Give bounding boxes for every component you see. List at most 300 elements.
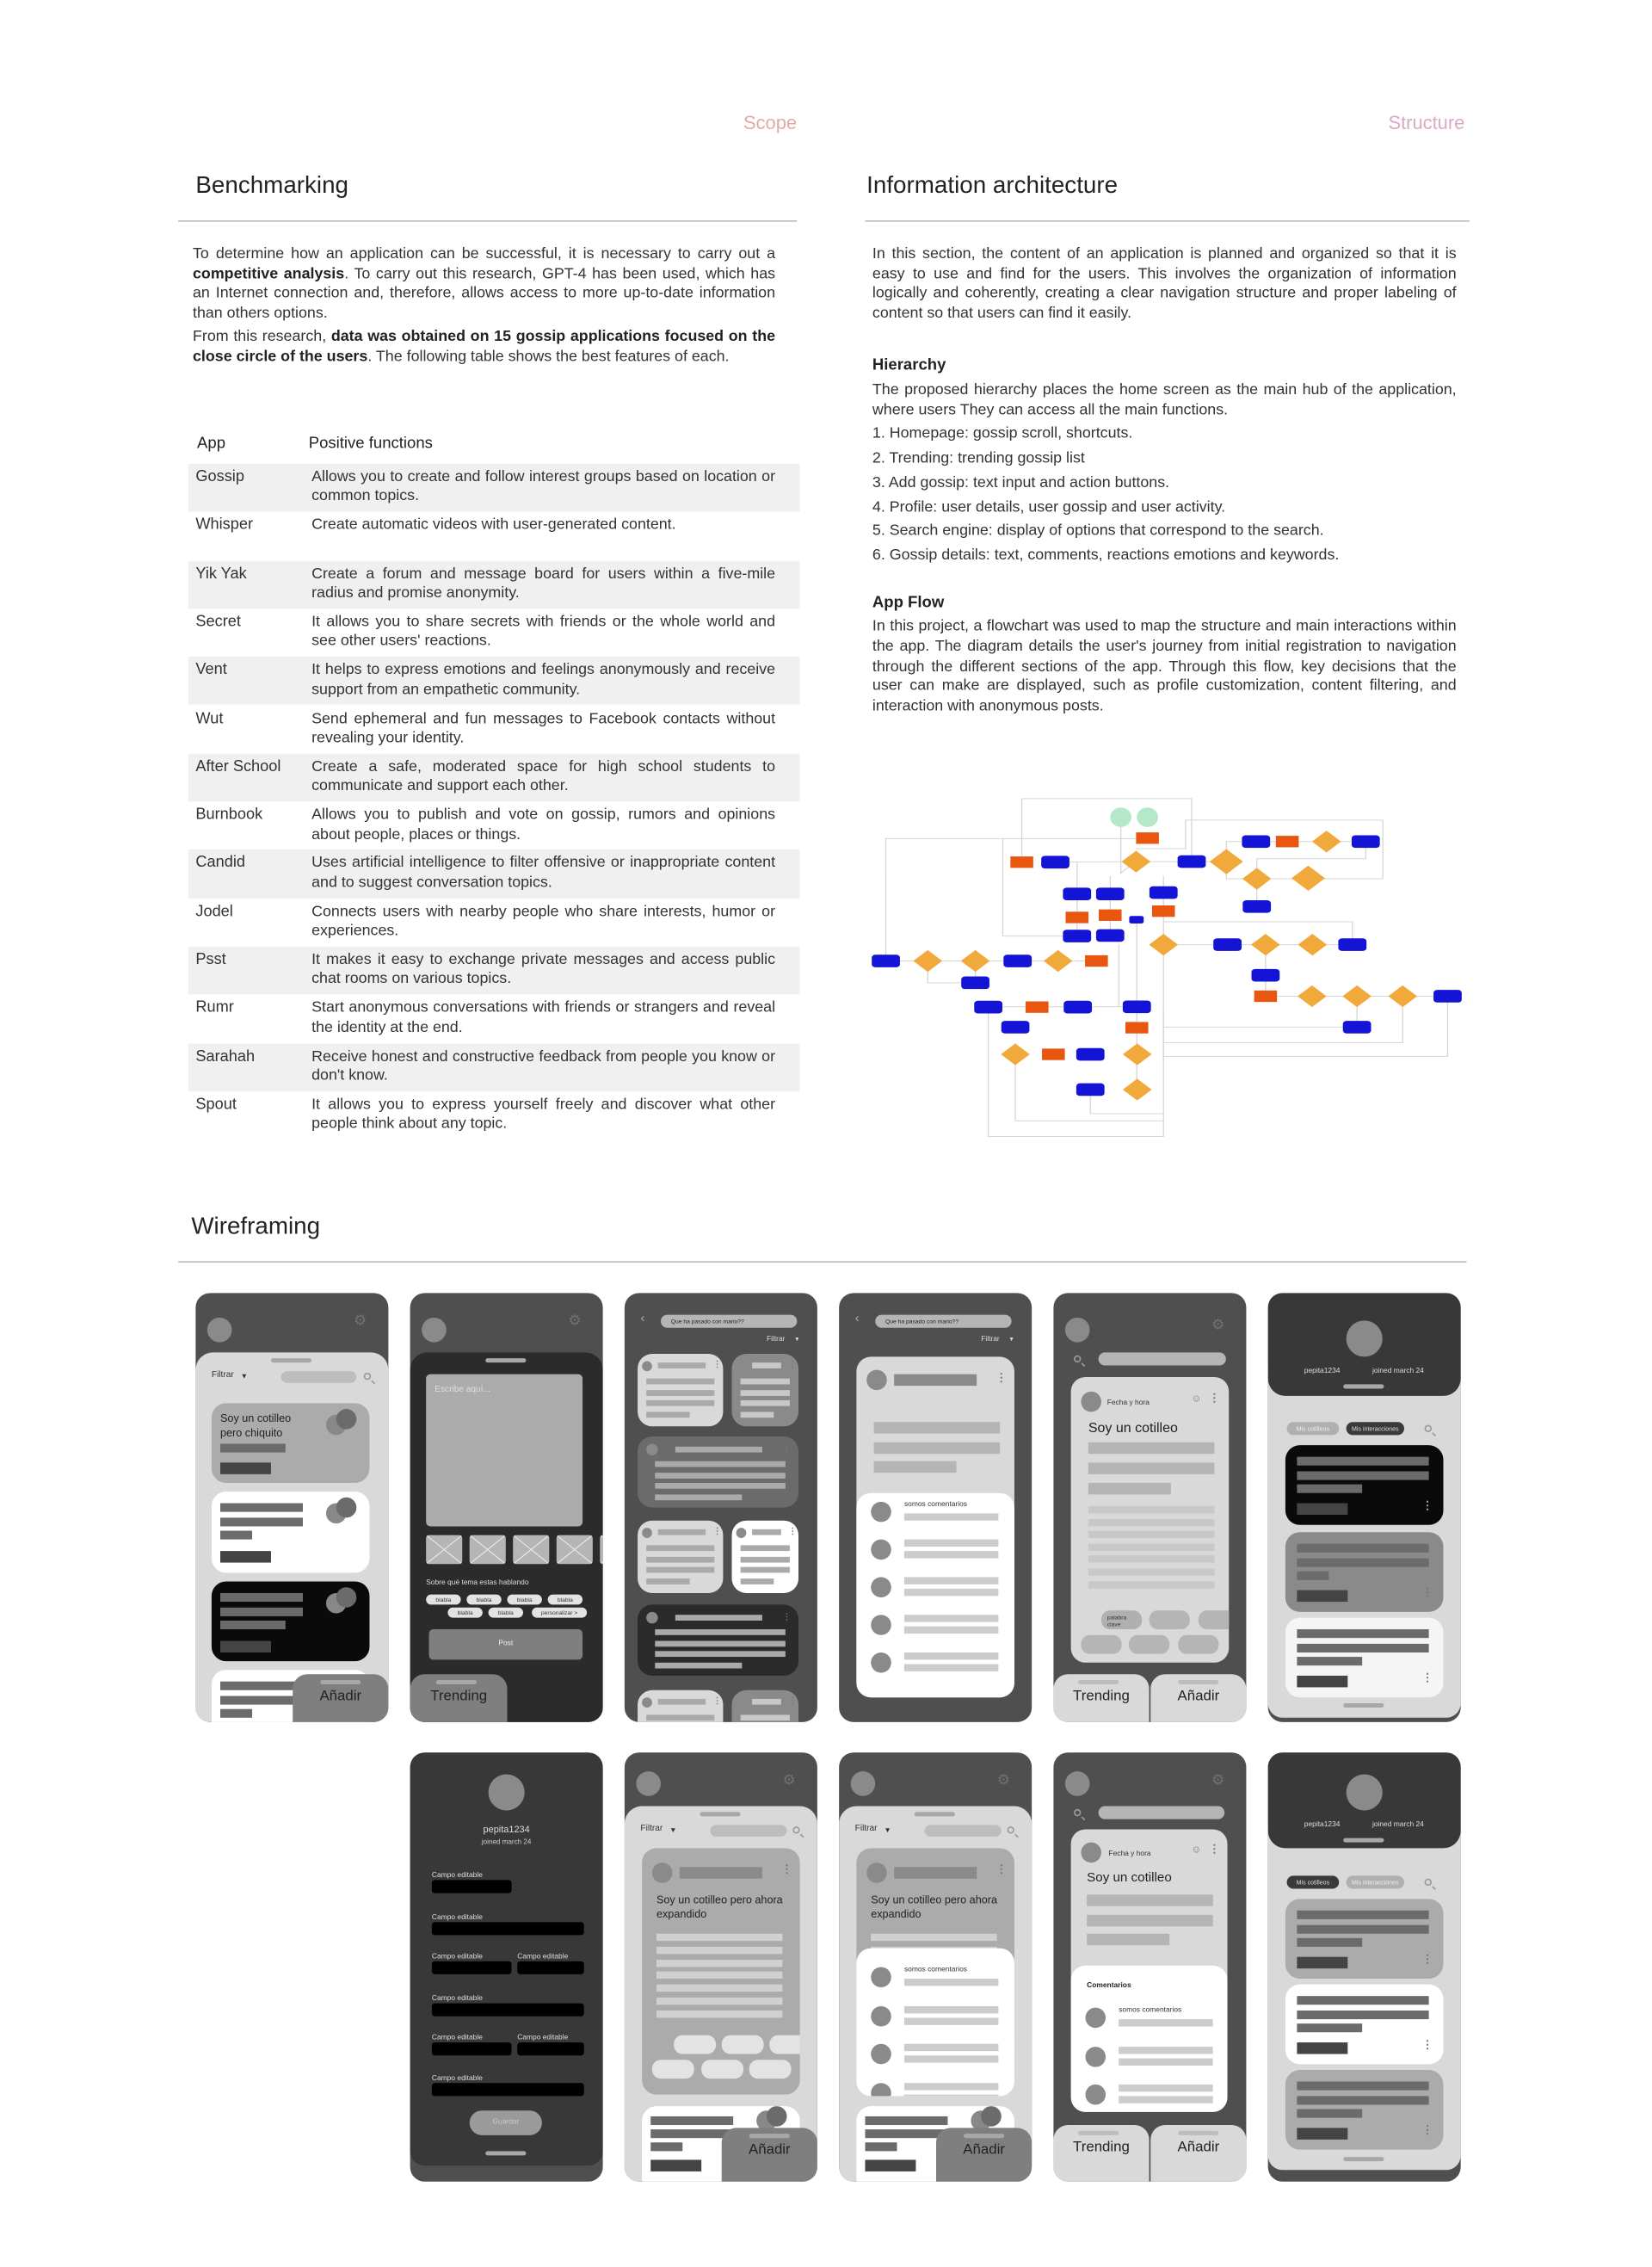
drag-handle[interactable] — [1343, 1838, 1384, 1842]
placeholder-bar — [650, 2142, 682, 2151]
keyword-chip[interactable] — [1199, 1610, 1229, 1629]
image-placeholder[interactable] — [426, 1535, 462, 1565]
flow-screen-node — [1096, 887, 1125, 900]
reaction-chip[interactable] — [722, 2035, 764, 2054]
result-card[interactable] — [732, 1521, 798, 1593]
placeholder-bar — [904, 1577, 998, 1584]
avatar — [871, 1652, 891, 1673]
wireframe-search-comments — [839, 1293, 1032, 1722]
caret-down-icon: ▼ — [669, 1826, 677, 1836]
result-card[interactable] — [638, 1690, 723, 1722]
caret-down-icon: ▼ — [1008, 1335, 1014, 1343]
app-name: Psst — [195, 950, 226, 969]
emoji-reaction-icon[interactable]: ☺ — [1191, 1394, 1202, 1405]
flow-connector — [1163, 996, 1402, 1042]
filter-dropdown[interactable]: Filtrar — [640, 1825, 663, 1834]
app-function: Start anonymous conversations with friends or strangers and reveal the identity at the end. — [311, 998, 776, 1036]
flow-screen-node — [1343, 1021, 1372, 1034]
search-input[interactable]: Que ha pasado con mario?? — [661, 1315, 797, 1328]
reaction-chip[interactable] — [674, 2035, 716, 2054]
table-row — [188, 464, 800, 512]
tab-my-interactions[interactable]: Mis interacciones — [1347, 1875, 1404, 1888]
search-input[interactable] — [1099, 1352, 1226, 1365]
profile-gossip-card[interactable] — [1285, 1899, 1444, 1979]
placeholder-bar — [1297, 2042, 1347, 2054]
flow-decision-node — [1342, 985, 1372, 1007]
search-icon[interactable] — [1425, 1879, 1432, 1886]
search-input[interactable] — [710, 1825, 786, 1836]
field-label: Campo editable — [431, 1871, 483, 1881]
joined-date: joined march 24 — [1372, 1820, 1424, 1830]
result-card[interactable] — [638, 1604, 798, 1676]
avatar — [642, 1528, 652, 1538]
flow-process-node — [1042, 1048, 1065, 1059]
field-label: Campo editable — [517, 1952, 569, 1961]
column-header-functions: Positive functions — [308, 435, 433, 453]
reaction-chip[interactable] — [701, 2060, 743, 2079]
drag-handle[interactable] — [1343, 2157, 1384, 2160]
back-chevron-icon[interactable]: ‹ — [854, 1310, 860, 1325]
trending-tab[interactable] — [1053, 1674, 1149, 1722]
gossip-textarea[interactable] — [426, 1374, 583, 1527]
flow-screen-node — [1063, 887, 1091, 900]
gear-icon: ⚙ — [1211, 1317, 1225, 1334]
placeholder-bar — [655, 1473, 786, 1479]
placeholder-bar — [741, 1411, 774, 1418]
add-tab[interactable] — [936, 2128, 1032, 2181]
flow-decision-node — [1210, 849, 1243, 874]
more-options-icon[interactable]: ⋮ — [782, 1445, 792, 1455]
placeholder-bar — [1119, 2085, 1212, 2091]
more-options-icon[interactable]: ⋮ — [1421, 1671, 1433, 1685]
placeholder-bar — [646, 1545, 714, 1551]
placeholder-bar — [1088, 1581, 1215, 1588]
gossip-card[interactable] — [212, 1492, 370, 1572]
profile-gossip-card[interactable] — [1285, 1985, 1444, 2065]
avatar — [646, 1612, 657, 1623]
reaction-chip[interactable] — [1129, 1635, 1169, 1654]
placeholder-bar — [874, 1461, 957, 1473]
result-card[interactable] — [638, 1436, 798, 1508]
add-tab[interactable] — [1150, 1674, 1246, 1722]
editable-field-input[interactable] — [517, 1961, 583, 1974]
add-tab-label: Añadir — [1177, 1689, 1220, 1705]
gear-icon: ⚙ — [568, 1313, 582, 1330]
more-options-icon[interactable]: ⋮ — [1421, 2123, 1433, 2137]
placeholder-bar — [650, 2116, 733, 2125]
wireframing-title: Wireframing — [191, 1213, 321, 1239]
username: pepita1234 — [483, 1825, 530, 1836]
filter-dropdown[interactable]: Filtrar — [981, 1335, 1000, 1344]
profile-gossip-card[interactable] — [1285, 1618, 1444, 1698]
more-options-icon[interactable]: ⋮ — [782, 1613, 792, 1622]
placeholder-bar — [865, 2142, 897, 2151]
search-input[interactable] — [925, 1825, 1002, 1836]
placeholder-bar — [220, 1531, 252, 1540]
reaction-chip[interactable] — [652, 2060, 694, 2079]
topic-chip[interactable]: blabla — [447, 1608, 482, 1618]
placeholder-bar — [1297, 1544, 1428, 1553]
flow-screen-node — [1242, 835, 1270, 848]
drag-handle[interactable] — [271, 1358, 311, 1362]
profile-gossip-card[interactable] — [1285, 1445, 1444, 1525]
editable-field-input[interactable] — [432, 1880, 512, 1893]
reaction-chip[interactable] — [749, 2060, 792, 2079]
result-card[interactable] — [732, 1354, 798, 1426]
topic-prompt: Sobre qué tema estas hablando — [426, 1578, 529, 1588]
avatar — [207, 1318, 232, 1343]
add-tab[interactable] — [722, 2128, 817, 2181]
more-options-icon[interactable]: ⋮ — [1208, 1391, 1221, 1405]
gossip-text: Soy un cotilleo pero chiquito — [219, 1411, 292, 1440]
field-label: Campo editable — [517, 2033, 569, 2043]
topic-chip[interactable]: blabla — [466, 1595, 501, 1605]
avatar — [1081, 1392, 1101, 1412]
app-flowchart — [870, 790, 1464, 1146]
flow-process-node — [1125, 1022, 1149, 1033]
tab-my-gossip[interactable]: Mis cotilleos — [1287, 1875, 1340, 1888]
table-row — [188, 705, 800, 753]
keyword-chip[interactable]: palabra clave — [1101, 1610, 1142, 1629]
app-function: It helps to express emotions and feelings anonymously and receive support from an empathetic community. — [311, 661, 776, 699]
profile-gossip-card[interactable] — [1285, 2070, 1444, 2150]
reaction-icon — [767, 2106, 787, 2127]
more-options-icon[interactable]: ⋮ — [788, 1361, 798, 1370]
flow-screen-node — [1076, 1048, 1105, 1061]
placeholder-bar — [874, 1442, 1001, 1454]
emoji-reaction-icon[interactable]: ☺ — [1191, 1844, 1202, 1856]
placeholder-bar — [1297, 1572, 1328, 1580]
flow-screen-node — [1352, 835, 1380, 848]
avatar — [1065, 1771, 1090, 1796]
placeholder-bar — [655, 1663, 742, 1669]
username: pepita1234 — [1304, 1820, 1341, 1830]
flow-decision-node — [1123, 1078, 1152, 1100]
placeholder-bar — [1297, 1457, 1428, 1466]
placeholder-bar — [1297, 2011, 1428, 2019]
filter-dropdown[interactable]: Filtrar — [211, 1371, 234, 1381]
placeholder-bar — [646, 1411, 689, 1418]
topic-chip[interactable]: blabla — [426, 1595, 460, 1605]
drag-handle[interactable] — [485, 2151, 526, 2154]
expanded-gossip-card[interactable] — [642, 1848, 800, 2094]
more-options-icon[interactable]: ⋮ — [1421, 2037, 1433, 2052]
placeholder-bar — [656, 2011, 783, 2017]
placeholder-bar — [658, 1699, 706, 1705]
placeholder-bar — [655, 1629, 786, 1635]
tab-my-gossip[interactable]: Mis cotilleos — [1287, 1422, 1340, 1435]
image-placeholder[interactable] — [557, 1535, 593, 1565]
filter-dropdown[interactable]: Filtrar — [766, 1335, 786, 1344]
editable-field-input[interactable] — [432, 2042, 512, 2055]
add-tab-label: Añadir — [748, 2142, 791, 2159]
more-options-icon[interactable]: ⋮ — [780, 1862, 793, 1876]
placeholder-bar — [741, 1545, 790, 1551]
more-options-icon[interactable]: ⋮ — [712, 1528, 722, 1537]
editable-field-input[interactable] — [432, 1961, 512, 1974]
placeholder-bar — [1088, 1518, 1215, 1525]
comments-heading: Comentarios — [1087, 1981, 1131, 1991]
avatar — [737, 1528, 747, 1538]
flow-screen-node — [1096, 930, 1125, 942]
ia-intro: In this section, the content of an application is planned and organized so that it is easy to use and find for the users. This involves the organization of information logically and coherently, creating a clear navigation structure and proper labeling of content so that users can find it easily. — [872, 244, 1457, 322]
avatar — [737, 1361, 747, 1371]
search-icon[interactable] — [1074, 1356, 1081, 1362]
topic-chip[interactable]: blabla — [489, 1608, 523, 1618]
gear-icon: ⚙ — [782, 1772, 796, 1789]
table-row — [188, 1091, 800, 1140]
editable-field-input[interactable] — [432, 1922, 584, 1935]
drag-handle[interactable] — [1343, 1703, 1384, 1707]
placeholder-bar — [655, 1651, 786, 1657]
textarea-placeholder: Escribe aquí... — [435, 1386, 490, 1395]
add-tab[interactable] — [293, 1674, 388, 1722]
placeholder-bar — [741, 1557, 790, 1563]
flow-connector — [1022, 799, 1192, 862]
placeholder-bar — [646, 1400, 714, 1406]
placeholder-bar — [1297, 1911, 1428, 1919]
search-icon[interactable] — [792, 1826, 799, 1833]
divider — [178, 220, 797, 222]
avatar[interactable] — [489, 1774, 525, 1810]
table-row — [188, 899, 800, 947]
placeholder-bar — [1297, 1996, 1428, 2004]
placeholder-bar — [1297, 1485, 1362, 1493]
gossip-card[interactable] — [212, 1403, 370, 1483]
profile-gossip-card[interactable] — [1285, 1532, 1444, 1612]
flow-decision-node — [1291, 866, 1325, 891]
date-time: Fecha y hora — [1108, 1850, 1151, 1859]
app-function: Create a safe, moderated space for high school students to communicate and support each other. — [311, 757, 776, 795]
trending-tab-label: Trending — [1073, 2139, 1130, 2156]
search-input[interactable] — [281, 1371, 357, 1382]
flow-decision-node — [1123, 1043, 1152, 1065]
trending-tab[interactable] — [1053, 2125, 1149, 2182]
placeholder-bar — [1297, 1644, 1428, 1652]
avatar — [1085, 2085, 1106, 2105]
gossip-title: Soy un cotilleo — [1087, 1869, 1172, 1885]
flow-decision-node — [1298, 985, 1327, 1007]
flow-screen-node — [1063, 1001, 1092, 1014]
placeholder-bar — [220, 1608, 303, 1616]
flow-screen-node — [961, 977, 989, 990]
app-function: Allows you to create and follow interest groups based on location or common topics. — [311, 467, 776, 505]
more-options-icon[interactable]: ⋮ — [996, 1862, 1008, 1876]
avatar — [871, 1502, 891, 1523]
search-icon[interactable] — [1008, 1826, 1014, 1833]
editable-field-input[interactable] — [517, 2042, 583, 2055]
flow-decision-node — [1312, 831, 1341, 852]
filter-dropdown[interactable]: Filtrar — [854, 1825, 878, 1834]
save-button[interactable]: Guardar — [470, 2110, 542, 2135]
placeholder-bar — [904, 2055, 998, 2062]
hierarchy-item: 2. Trending: trending gossip list — [872, 448, 1085, 467]
topic-chip[interactable]: blabla — [548, 1595, 583, 1605]
placeholder-bar — [1297, 2109, 1362, 2118]
avatar — [871, 1967, 891, 1987]
placeholder-bar — [650, 2159, 701, 2171]
more-options-icon[interactable]: ⋮ — [788, 1528, 798, 1537]
back-chevron-icon[interactable]: ‹ — [640, 1310, 645, 1325]
add-tab[interactable] — [1150, 2125, 1246, 2182]
search-icon[interactable] — [1425, 1425, 1432, 1432]
image-placeholder[interactable] — [470, 1535, 506, 1565]
reaction-icon — [981, 2106, 1002, 2127]
image-placeholder[interactable] — [600, 1535, 602, 1565]
customize-chip[interactable]: personalizar > — [532, 1608, 587, 1618]
placeholder-bar — [741, 1379, 790, 1385]
app-function: Connects users with nearby people who share interests, humor or experiences. — [311, 902, 776, 940]
placeholder-bar — [220, 1504, 303, 1512]
placeholder-bar — [1088, 1556, 1215, 1563]
placeholder-bar — [656, 1947, 783, 1954]
reaction-chip[interactable] — [1178, 1635, 1218, 1654]
wireframe-gossip-detail-comments — [1053, 1752, 1246, 2182]
reaction-chip[interactable] — [1081, 1635, 1121, 1654]
flow-process-node — [1276, 836, 1299, 847]
search-icon[interactable] — [364, 1373, 371, 1380]
editable-field-input[interactable] — [432, 2004, 584, 2017]
reaction-icon — [336, 1409, 357, 1430]
flow-decision-node — [1242, 868, 1272, 889]
placeholder-bar — [904, 1589, 998, 1596]
placeholder-bar — [656, 1985, 783, 1992]
benchmarking-intro: To determine how an application can be successful, it is necessary to carry out a competitive analysis. To carry out this research, GPT-4 has been used, which has an Internet connection and, therefore, allows access to more up-to-date information than others options. From this research, data was obtained on 15 gossip applications focused on the close circle of the users. The following table shows the best features of each. — [192, 244, 776, 366]
more-options-icon[interactable]: ⋮ — [1421, 1952, 1433, 1966]
more-options-icon[interactable]: ⋮ — [712, 1697, 722, 1707]
placeholder-bar — [1088, 1506, 1215, 1513]
field-label: Campo editable — [431, 1913, 483, 1923]
avatar — [642, 1361, 652, 1371]
image-placeholder[interactable] — [513, 1535, 549, 1565]
joined-date: joined march 24 — [481, 1839, 532, 1847]
placeholder-bar — [658, 1529, 706, 1535]
wireframe-gossip-detail — [1053, 1293, 1246, 1722]
search-icon[interactable] — [1074, 1809, 1081, 1816]
keyword-chip[interactable] — [1150, 1610, 1190, 1629]
avatar — [866, 1862, 887, 1883]
flow-decision-node — [913, 950, 942, 972]
reaction-chip[interactable] — [769, 2035, 799, 2054]
search-input[interactable] — [1099, 1807, 1225, 1819]
info-architecture-title: Information architecture — [866, 172, 1119, 199]
wireframe-search-results — [625, 1293, 817, 1722]
placeholder-bar — [220, 1551, 271, 1562]
trending-tab[interactable] — [410, 1674, 508, 1722]
wireframe-expanded-gossip-comments — [839, 1752, 1032, 2182]
search-input[interactable]: Que ha pasado con mario?? — [875, 1315, 1011, 1328]
benchmarking-title: Benchmarking — [195, 172, 349, 199]
post-button[interactable]: Post — [429, 1629, 583, 1659]
placeholder-bar — [220, 1462, 271, 1473]
wireframe-add-gossip — [410, 1293, 603, 1722]
app-name: Whisper — [195, 516, 254, 534]
tab-my-interactions[interactable]: Mis interacciones — [1347, 1422, 1404, 1435]
more-options-icon[interactable]: ⋮ — [996, 1371, 1008, 1385]
hierarchy-item: 3. Add gossip: text input and action buttons. — [872, 473, 1170, 491]
avatar — [1065, 1318, 1090, 1343]
avatar — [871, 1540, 891, 1560]
flow-screen-node — [1178, 856, 1206, 868]
drag-handle[interactable] — [915, 1812, 955, 1815]
placeholder-bar — [655, 1483, 786, 1489]
app-name: Spout — [195, 1096, 237, 1114]
placeholder-bar — [1119, 2096, 1212, 2103]
topic-chip[interactable]: blabla — [507, 1595, 541, 1605]
flow-decision-node — [961, 950, 990, 972]
gossip-text: Soy un cotilleo pero ahora expandido — [656, 1893, 783, 1921]
placeholder-bar — [220, 1696, 303, 1705]
avatar — [642, 1697, 652, 1708]
avatar — [652, 1862, 673, 1883]
editable-field-input[interactable] — [432, 2083, 584, 2096]
placeholder-bar — [1297, 1925, 1428, 1934]
hierarchy-intro: The proposed hierarchy places the home screen as the main hub of the application, where users They can access all the main functions. — [872, 380, 1457, 418]
placeholder-bar — [1297, 2096, 1428, 2104]
drag-handle[interactable] — [1343, 1384, 1384, 1387]
placeholder-bar — [1297, 2082, 1428, 2091]
more-options-icon[interactable]: ⋮ — [788, 1697, 798, 1707]
placeholder-bar — [646, 1390, 714, 1396]
more-options-icon[interactable]: ⋮ — [1421, 1585, 1433, 1599]
trending-tab-label: Trending — [430, 1689, 488, 1705]
gossip-card[interactable] — [212, 1581, 370, 1661]
placeholder-bar — [220, 1641, 271, 1652]
result-card[interactable] — [732, 1690, 798, 1722]
table-row — [188, 850, 800, 899]
placeholder-bar — [1297, 2128, 1347, 2139]
flow-process-node — [1099, 910, 1122, 921]
flow-process-node — [1065, 911, 1088, 923]
gossip-title: Soy un cotilleo — [1088, 1420, 1178, 1437]
gear-icon: ⚙ — [353, 1313, 367, 1330]
placeholder-bar — [741, 1567, 790, 1573]
placeholder-bar — [874, 1422, 1001, 1433]
reaction-icon — [336, 1498, 357, 1518]
app-name: Candid — [195, 854, 245, 872]
placeholder-bar — [658, 1362, 706, 1368]
flow-decision-node — [1251, 934, 1280, 955]
more-options-icon[interactable]: ⋮ — [712, 1361, 722, 1370]
flow-start-node — [1137, 807, 1158, 827]
comment-text: somos comentarios — [903, 1965, 967, 1974]
placeholder-bar — [865, 2159, 915, 2171]
comments-sheet — [1071, 1966, 1228, 2112]
placeholder-bar — [1297, 1471, 1428, 1479]
avatar — [422, 1318, 447, 1343]
result-card[interactable] — [638, 1521, 723, 1593]
drag-handle[interactable] — [700, 1812, 740, 1815]
flow-screen-node — [1129, 916, 1143, 923]
placeholder-bar — [220, 1517, 303, 1526]
placeholder-bar — [894, 1867, 977, 1878]
drag-handle[interactable] — [485, 1358, 526, 1362]
drag-handle — [749, 2134, 790, 2137]
avatar — [871, 1577, 891, 1597]
hierarchy-item: 5. Search engine: display of options that correspond to the search. — [872, 522, 1324, 540]
result-card[interactable] — [638, 1354, 723, 1426]
info-architecture-text — [872, 245, 1457, 721]
avatar — [866, 1370, 887, 1391]
placeholder-bar — [646, 1578, 689, 1584]
placeholder-bar — [752, 1699, 781, 1705]
placeholder-bar — [904, 1627, 998, 1634]
more-options-icon[interactable]: ⋮ — [1421, 1498, 1433, 1512]
placeholder-bar — [1297, 1504, 1347, 1515]
app-function: Receive honest and constructive feedback from people you know or don't know. — [311, 1047, 776, 1084]
gossip-text: Soy un cotilleo pero ahora expandido — [871, 1893, 997, 1921]
more-options-icon[interactable]: ⋮ — [1208, 1842, 1221, 1856]
